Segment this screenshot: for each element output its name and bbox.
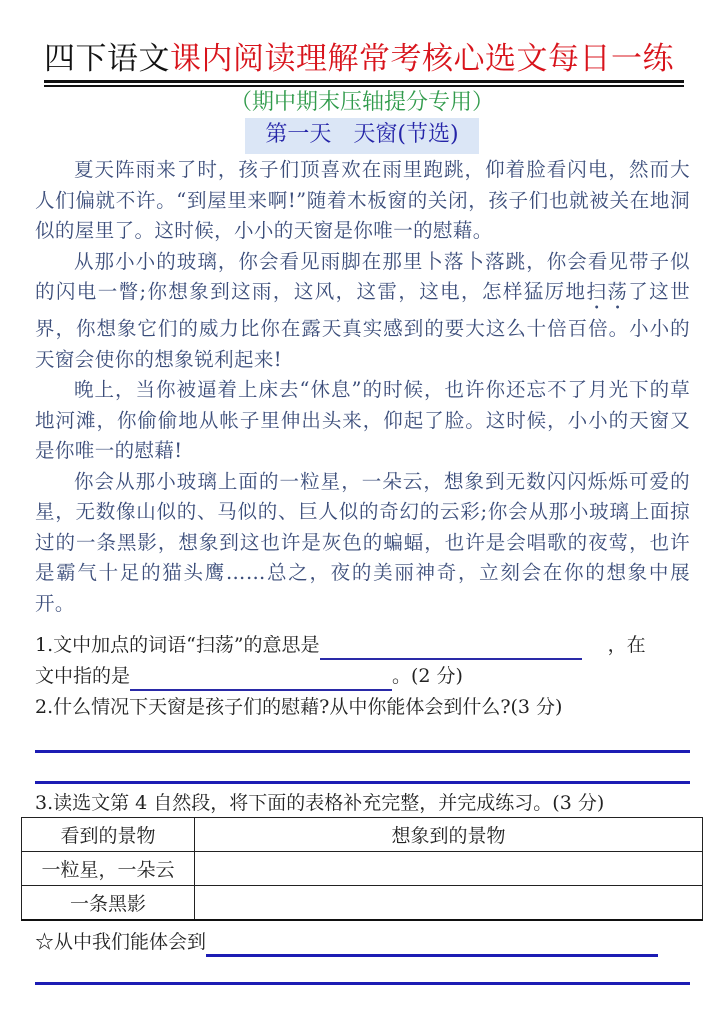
table-cell-seen: 一粒星，一朵云 (22, 852, 195, 886)
day-lesson-label: 第一天 天窗(节选) (245, 118, 479, 154)
table-cell-seen: 一条黑影 (22, 886, 195, 921)
title-rule-thick (44, 80, 684, 83)
question-1-line-2: 文中指的是 。(2 分) (35, 661, 463, 691)
answer-blank-1a[interactable] (320, 634, 582, 660)
table-cell-imagined-input[interactable] (195, 852, 703, 886)
answer-line-2a[interactable] (35, 750, 690, 753)
subtitle: （期中期末压轴提分专用） (229, 90, 494, 115)
answer-line-3b[interactable] (35, 982, 690, 985)
paragraph-2: 从那小小的玻璃，你会看见雨脚在那里卜落卜落跳，你会看见带子似的闪电一瞥;你想象到这雨，这风，这雷，这电，怎样猛厉地扫荡了这世界，你想象它们的威力比你在露天真实感到的要大这么十倍百倍。小小的天窗会使你的想象锐利起来! (35, 249, 690, 371)
answer-blank-3[interactable] (206, 930, 658, 957)
question-2: 2.什么情况下天窗是孩子们的慰藉?从中你能体会到什么?(3 分) (35, 696, 563, 718)
title-rule-thin (44, 85, 684, 87)
answer-blank-1b[interactable] (130, 665, 392, 691)
scenery-table (21, 817, 703, 921)
title-topic: 课内阅读理解常考核心选文每日一练 (170, 41, 674, 77)
paragraph-4: 你会从那小玻璃上面的一粒星，一朵云，想象到无数闪闪烁烁可爱的星，无数像山似的、马似的、巨人似的奇幻的云彩;你会从那小玻璃上面掠过的一条黑影，想象到这也许是灰色的蝙蝠，也许是会唱歌的夜莺，也许是霸气十足的猫头鹰……总之，夜的美丽神奇，立刻会在你的想象中展开。 (35, 469, 690, 615)
reading-passage (35, 155, 690, 619)
paragraph-1: 夏天阵雨来了时，孩子们顶喜欢在雨里跑跳，仰着脸看闪电，然而大人们偏就不许。“到屋里来啊!”随着木板窗的关闭，孩子们也就被关在地洞似的屋里了。这时候，小小的天窗是你唯一的慰藉。 (35, 158, 690, 242)
page-title (44, 40, 684, 78)
answer-line-2b[interactable] (35, 781, 690, 784)
table-header-imagined: 想象到的景物 (195, 818, 703, 852)
question-3: 3.读选文第 4 自然段，将下面的表格补充完整，并完成练习。(3 分) (35, 792, 605, 814)
paragraph-3: 晚上，当你被逼着上床去“休息”的时候，也许你还忘不了月光下的草地河滩，你偷偷地从帐子里伸出头来，仰起了脸。这时候，小小的天窗又是你唯一的慰藉! (35, 378, 690, 462)
table-header-seen: 看到的景物 (22, 818, 195, 852)
title-grade-subject: 四下语文 (44, 41, 170, 77)
table-cell-imagined-input[interactable] (195, 886, 703, 921)
emphasized-word: 扫荡 (586, 280, 629, 303)
question-1-line-1: 1.文中加点的词语“扫荡”的意思是 ，在 (35, 630, 646, 660)
star-prompt: ☆从中我们能体会到 (35, 927, 658, 957)
